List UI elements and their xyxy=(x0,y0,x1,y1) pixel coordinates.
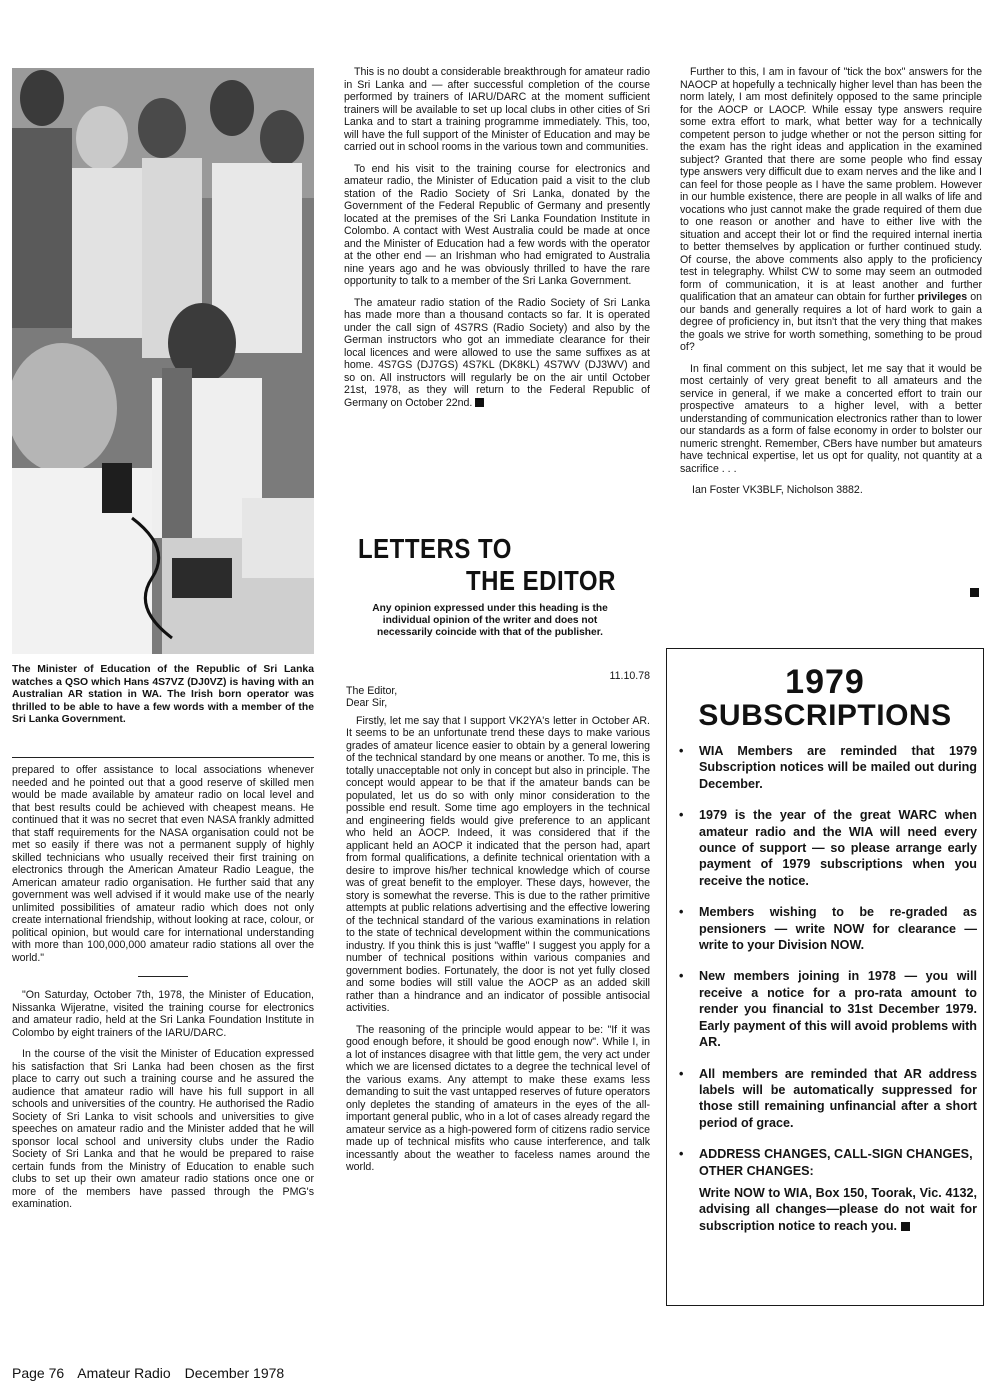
page-number: Page 76 xyxy=(12,1365,65,1381)
article-column-3 xyxy=(680,66,982,497)
letter-paragraph: The reasoning of the principle would appear to be: "If it was good enough before, it should be good enough now". While I, in a lot of instances disagree with that little gem, the very act under which we are licensed dictates to a degree the technical level of the various exams. Any attempt to make these exams less demanding to suit the vast untapped reserves of future operators only depletes the standing of amateurs in the eyes of the all-important general public, who in a lot of cases already regard the amateur service as a high-powered form of citizens radio service made up of technical misfits who cause interference, and talk incessantly about the weather to faceless names around the world. xyxy=(346,1023,650,1173)
letter-paragraph: Further to this, I am in favour of "tick the box" answers for the NAOCP at hopefully a technically higher level than has been the norm lately, I am most definitely opposed to the same principle for the AOCP or LAOCP. While essay type answers require some extra effort to mark, what better way for a technically competent person to judge whether or not the person sitting for the exam has the right ideas and application in the examined subject? Granted that there are some people who find essay type answers very difficult due to exam nerves and the like and I can feel for those people as I have the same problem. However in our humble existence, there are people in all walks of life and vocations who just cannot make the grade required of them due to one reason or another and have to either live with the situation and accept their lot or find the required internal inertia to better themselves by application or further continued study. Of course, the above comments also apply to the proficiency test in telegraphy. Whilst CW to some may seem an outmoded form of communication, it is at least another and further qualification that an amateur can obtain for further privileges on our bands and generally requires a lot of hard work to gain a degree of proficiency in, but itsn't that the very thing that makes the goals we strive for worth something, something to be proud of? xyxy=(680,66,982,353)
list-item: • ADDRESS CHANGES, CALL-SIGN CHANGES, OTHER CHANGES: xyxy=(679,1147,973,1178)
letter-salutation: Dear Sir, xyxy=(346,697,388,709)
letter-paragraph: Firstly, let me say that I support VK2YA's letter in October AR. It seems to be an unfortunate trend these days to make various grades of amateur licence easier to obtain by a general lowering of the technical standard by one means or another. To me, this is totally unacceptable not only in concept but also in principle. The concept would appear to be that if the amateur bands can be populated, let us do so with only minor consideration to the possible end result. Some time ago employers in the technical and engineering fields would give preference to an applicant who held an AOCP. Indeed, it was considered that if the applicant held an AOCP it indicated that the person had, apart from formal qualifications, a definite technical orientation with a desire to improve his/her technical knowledge which of course was of great benefit to the employer. These days, however, the story is somewhat the reverse. This is due to the rather primitive attempts at public relations advertising and the effective lowering of the technical standard of the various examinations in relation to the state of technical development within the communications industry. If you think this is just "waffle" I suggest you apply for a number of technical positions within various companies and government bodies. Fortunately, the door is not yet fully closed and some bodies will still value the AOCP as an added skill rather than a hindrance and an indicator of possible antisocial activities. xyxy=(346,714,650,1014)
list-item: Write NOW to WIA, Box 150, Toorak, Vic. 4132, advising all changes—please do not wait for subscription notice to reach you. xyxy=(699,1185,977,1233)
article-paragraph: The amateur radio station of the Radio Society of Sri Lanka has made more than a thousand contacts so far. It is operated under the call sign of 4S7RS (Radio Society) and also by the German instructors who got an immediate clearance for their local licences and were allowed to use the same suffixes as at home. 4S7GS (DJ7GS) 4S7KL (DK8KL) 4S7WV (DJ3WV) and so on. All instructors will regularly be on the air until October 21st, 1978, as they will return to the Federal Republic of Germany on October 22nd. xyxy=(344,296,650,409)
section-divider xyxy=(138,976,188,977)
list-item: • WIA Members are reminded that 1979 Subscription notices will be mailed out during December. xyxy=(679,744,977,791)
bullet-icon: • xyxy=(679,808,684,823)
letter-signature: Ian Foster VK3BLF, Nicholson 3882. xyxy=(692,484,863,496)
list-item: • Members wishing to be re-graded as pensioners — write NOW for clearance — write to your Division NOW. xyxy=(679,905,977,953)
list-item: • New members joining in 1978 — you will receive a notice for a pro-rata amount to render you financial to 31st December 1979. Early payment of this will avoid problems with AR. xyxy=(679,969,977,1050)
bullet-icon: • xyxy=(679,905,684,920)
end-of-notice-mark xyxy=(901,1222,910,1231)
article-paragraph: In the course of the visit the Minister of Education expressed his satisfaction that Sri Lanka had been chosen as the first place to carry out such a training course and he assured the audience that amateur radio will have his full support in all schools and universities of the country. He authorised the Radio Society of Sri Lanka to visit schools and universities to give speeches on amateur radio and the Minister added that he will sponsor local school and university clubs under the Radio Society of Sri Lanka and that he would be prepared to raise certain funds from the Ministry of Education to enable such clubs to set up their own amateur radio stations once one or more of the members have passed through the PMG's examination. xyxy=(12,1048,314,1210)
bullet-icon: • xyxy=(679,744,684,758)
article-paragraph: To end his visit to the training course for electronics and amateur radio, the Minister of Education paid a visit to the club station of the Radio Society of Sri Lanka, donated by the Government of the Federal Republic of Germany and presently located at the premises of the Sri Lanka Foundation Institute in Colombo. A contact with West Australia could be made at once and the Minister of Education had a few words with the operator at the other end — an Irishman who had emigrated to Australia nine years ago and he was obviously thrilled to have the rare opportunity to talk to a member of the Sri Lanka Government. xyxy=(344,162,650,287)
photo-illustration xyxy=(12,68,314,654)
page-footer xyxy=(12,1365,294,1381)
caption-divider xyxy=(12,757,314,758)
list-item: • 1979 is the year of the great WARC when amateur radio and the WIA will need every ounce of support — so please arrange early payment of 1979 subscriptions when you receive the notice. xyxy=(679,808,977,888)
magazine-name: Amateur Radio xyxy=(77,1365,171,1381)
photo-minister-radio-station xyxy=(12,68,314,654)
letter-addressee: The Editor, xyxy=(346,684,398,697)
bullet-icon: • xyxy=(679,1147,684,1162)
bullet-icon: • xyxy=(679,1066,684,1081)
subscriptions-box xyxy=(666,648,984,1306)
article-paragraph: prepared to offer assistance to local associations whenever needed and he pointed out that a good reserve of skilled men would be made available by amateur radio on local level and that best results could be achieved with cheapest means. He continued that it was no secret that even NASA frankly admitted that staff requirements for the NASA organisation could not be met so easily if there was not a permanent supply of highly skilled technicians who usually received their first training on electronics through the American Amateur Radio League, the American amateur radio organisation. He further said that any government was well advised if it would make use of the nearly unlimited possibilities of amateur radio which does not only create international friendship, without looking at race, colour, or political opinion, but would care for international understanding with more than 100,000,000 amateur radio stations all over the world." xyxy=(12,764,314,964)
end-of-letter-mark xyxy=(970,588,979,597)
article-paragraph: "On Saturday, October 7th, 1978, the Minister of Education, Nissanka Wijeratne, visited the training course for electronics and amateur radio, held at the Sri Lanka Foundation Institute in Colombo by eight trainers of the IARU/DARC. xyxy=(12,989,314,1039)
letter-paragraph: In final comment on this subject, let me say that it would be most certainly of very great benefit to all amateurs and the service in general, if we make a concerted effort to train our prospective amateurs to a higher level, with a better understanding of communication electronics rather than to lower our standards as a form of false economy in order to bolster our numeric strenght. Remember, CBers have number but amateurs have technical expertise, let us opt for quality, not quantity at a sacrifice . . . xyxy=(680,362,982,475)
article-column-1 xyxy=(12,764,314,1220)
letters-heading-line2: THE EDITOR xyxy=(466,566,616,598)
subscriptions-year: 1979 xyxy=(785,663,865,701)
article-paragraph: This is no doubt a considerable breakthrough for amateur radio in Sri Lanka and — after successful completion of the course performed by trainers of IARU/DARC at the moment sufficient trainers will be available to set up local clubs in other cities of Sri Lanka and to start a training programme immediately. This, too, will have the full support of the Minister of Education and may be carried out in school rooms in the various town and communities. xyxy=(344,66,650,153)
letter-date: 11.10.78 xyxy=(609,670,650,682)
end-of-article-mark xyxy=(475,398,484,407)
letters-heading-line1: LETTERS TO xyxy=(358,534,512,566)
subscriptions-list xyxy=(677,743,977,1249)
photo-caption: The Minister of Education of the Republic of Sri Lanka watches a QSO which Hans 4S7VZ (DJ0VZ) is having with an Australian AR station in WA. The Irish born operator was thrilled to be able to have a few words with a member of the Sri Lanka Government. xyxy=(12,664,314,726)
article-column-2 xyxy=(344,66,650,418)
bullet-icon: • xyxy=(679,969,684,984)
letter-column xyxy=(346,670,650,1183)
issue-date: December 1978 xyxy=(184,1365,285,1381)
subscriptions-title: SUBSCRIPTIONS xyxy=(698,699,952,732)
letters-disclaimer: Any opinion expressed under this heading is the individual opinion of the writer and does not necessarily coincide with that of the publisher. xyxy=(372,603,608,639)
list-item: • All members are reminded that AR address labels will be automatically suppressed for those still remaining unfinancial after a short period of grace. xyxy=(679,1066,977,1130)
